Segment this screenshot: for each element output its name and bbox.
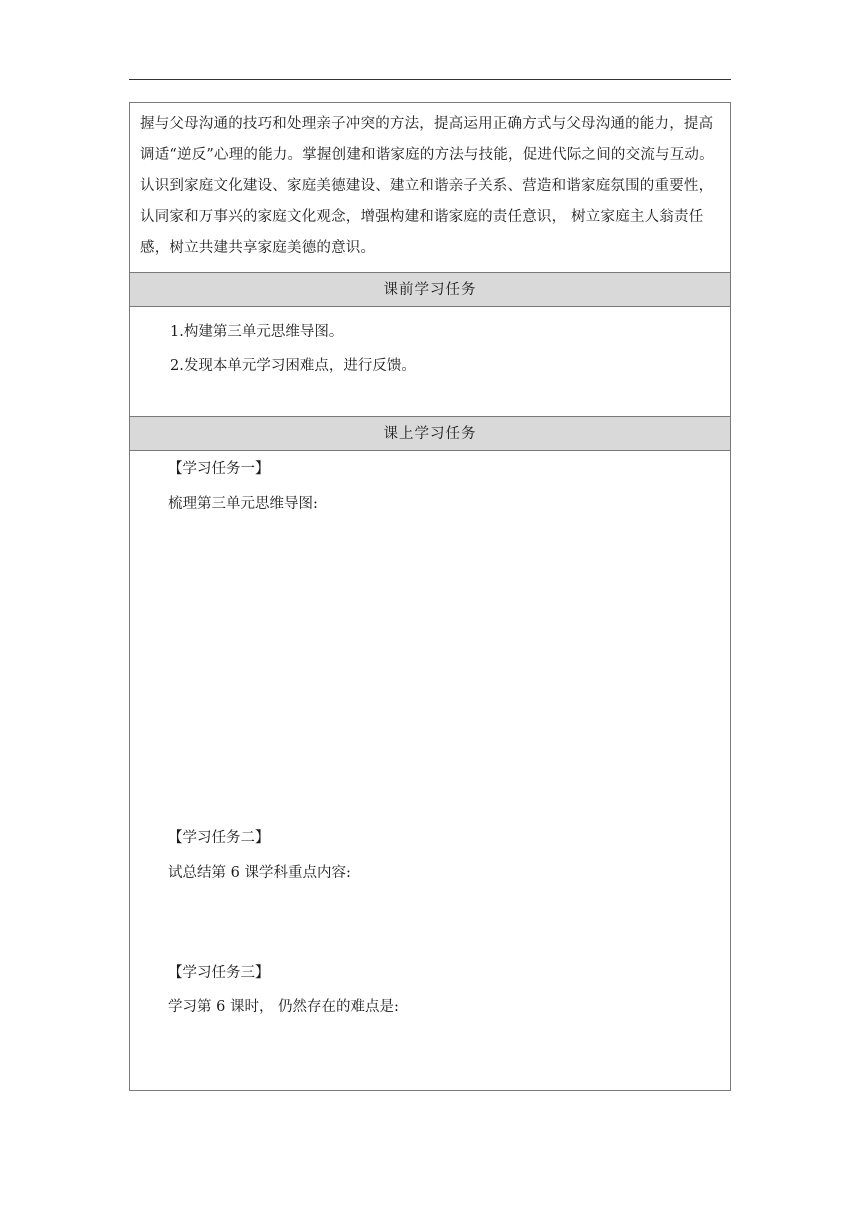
task2-title: 【学习任务二】	[168, 830, 270, 846]
task3-prompt: 学习第 6 课时， 仍然存在的难点是:	[168, 999, 399, 1015]
pre-class-item-2: 2.发现本单元学习困难点，进行反馈。	[170, 358, 416, 374]
difficulties-answer-area[interactable]	[168, 1023, 688, 1083]
key-points-answer-area[interactable]	[168, 889, 688, 959]
task2-prompt: 试总结第 6 课学科重点内容:	[168, 865, 351, 881]
mind-map-answer-area[interactable]	[168, 521, 688, 821]
in-class-header: 课上学习任务	[130, 417, 730, 451]
task1-title: 【学习任务一】	[168, 461, 270, 477]
header-rule	[129, 79, 731, 80]
objectives-cell	[130, 103, 730, 273]
pre-class-header: 课前学习任务	[130, 273, 730, 307]
worksheet-table	[129, 102, 731, 1091]
task1-prompt: 梳理第三单元思维导图:	[168, 496, 318, 512]
task3-title: 【学习任务三】	[168, 965, 270, 981]
pre-class-item-1: 1.构建第三单元思维导图。	[170, 324, 344, 340]
in-class-cell	[130, 451, 730, 1090]
pre-class-cell	[130, 307, 730, 417]
objectives-text: 握与父母沟通的技巧和处理亲子冲突的方法，提高运用正确方式与父母沟通的能力，提高调适“逆反”心理的能力。掌握创建和谐家庭的方法与技能，促进代际之间的交流与互动。认识到家庭文化建设、家庭美德建设、建立和谐亲子关系、营造和谐家庭氛围的重要性，认同家和万事兴的家庭文化观念，增强构建和谐家庭的责任意识， 树立家庭主人翁责任感，树立共建共享家庭美德的意识。	[140, 116, 714, 256]
